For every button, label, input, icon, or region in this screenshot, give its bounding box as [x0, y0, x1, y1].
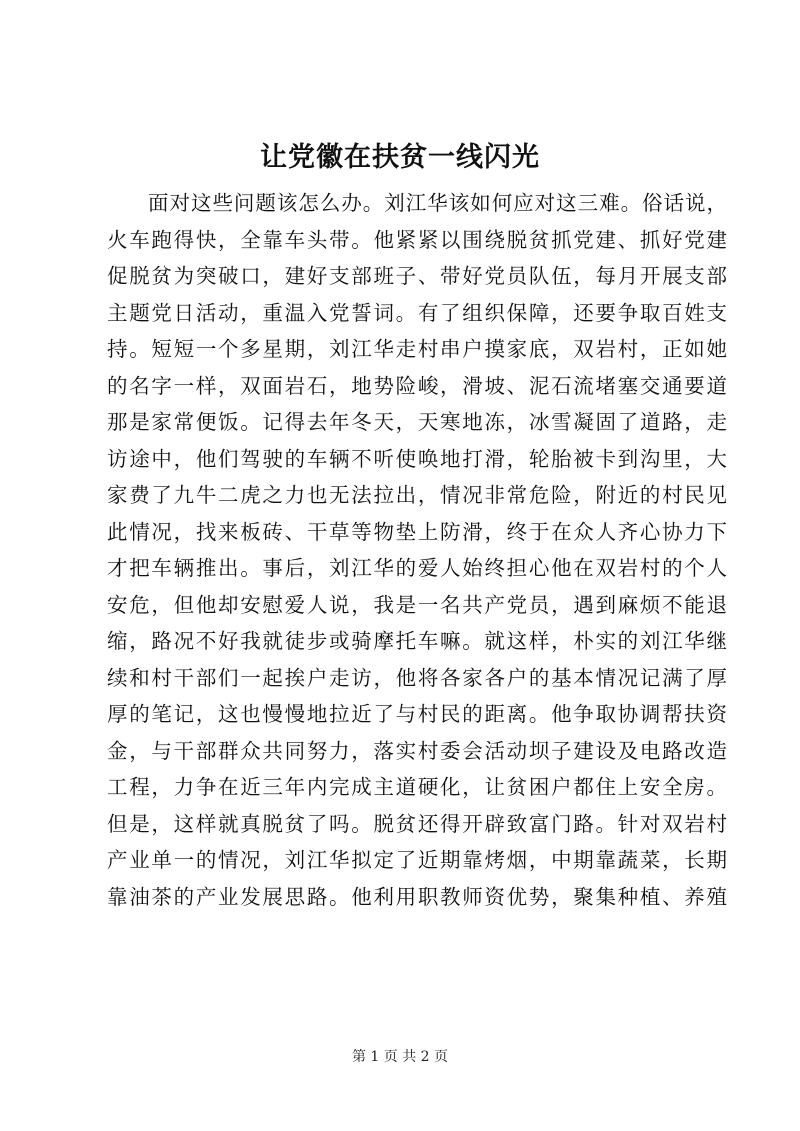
text-line: 但是，这样就真脱贫了吗。脱贫还得开辟致富门路。针对双岩村: [107, 811, 727, 836]
text-line: 续和村干部们一起挨户走访，他将各家各户的基本情况记满了厚: [107, 665, 727, 690]
text-line: 访途中，他们驾驶的车辆不听使唤地打滑，轮胎被卡到沟里，大: [107, 446, 727, 471]
text-line: 主题党日活动，重温入党誓词。有了组织保障，还要争取百姓支: [107, 300, 727, 325]
text-line: 靠油茶的产业发展思路。他利用职教师资优势，聚集种植、养殖: [107, 884, 727, 909]
text-line: 安危，但他却安慰爱人说，我是一名共产党员，遇到麻烦不能退: [107, 592, 727, 617]
text-line: 金，与干部群众共同努力，落实村委会活动坝子建设及电路改造: [107, 738, 727, 763]
text-line: 家费了九牛二虎之力也无法拉出，情况非常危险，附近的村民见: [107, 483, 727, 507]
body-paragraph: [107, 185, 727, 915]
text-line: 面对这些问题该怎么办。刘江华该如何应对这三难。俗话说，: [148, 191, 727, 215]
text-line: 厚的笔记，这也慢慢地拉近了与村民的距离。他争取协调帮扶资: [107, 702, 727, 726]
text-line: 缩，路况不好我就徒步或骑摩托车嘛。就这样，朴实的刘江华继: [107, 629, 727, 653]
page-number-footer: 第 1 页 共 2 页: [351, 1049, 449, 1065]
text-line: 产业单一的情况，刘江华拟定了近期靠烤烟，中期靠蔬菜，长期: [107, 848, 727, 872]
text-line: 工程，力争在近三年内完成主道硬化，让贫困户都住上安全房。: [107, 775, 727, 799]
text-line: 促脱贫为突破口，建好支部班子、带好党员队伍，每月开展支部: [107, 264, 727, 288]
text-line: 此情况，找来板砖、干草等物垫上防滑，终于在众人齐心协力下: [107, 519, 727, 544]
document-title: 让党徽在扶贫一线闪光: [260, 142, 540, 173]
text-line: 的名字一样，双面岩石，地势险峻，滑坡、泥石流堵塞交通要道: [107, 373, 727, 398]
text-line: 才把车辆推出。事后，刘江华的爱人始终担心他在双岩村的个人: [107, 556, 727, 580]
text-line: 火车跑得快，全靠车头带。他紧紧以围绕脱贫抓党建、抓好党建: [107, 227, 727, 252]
text-line: 持。短短一个多星期，刘江华走村串户摸家底，双岩村，正如她: [107, 337, 727, 361]
text-line: 那是家常便饭。记得去年冬天，天寒地冻，冰雪凝固了道路，走: [107, 410, 727, 434]
